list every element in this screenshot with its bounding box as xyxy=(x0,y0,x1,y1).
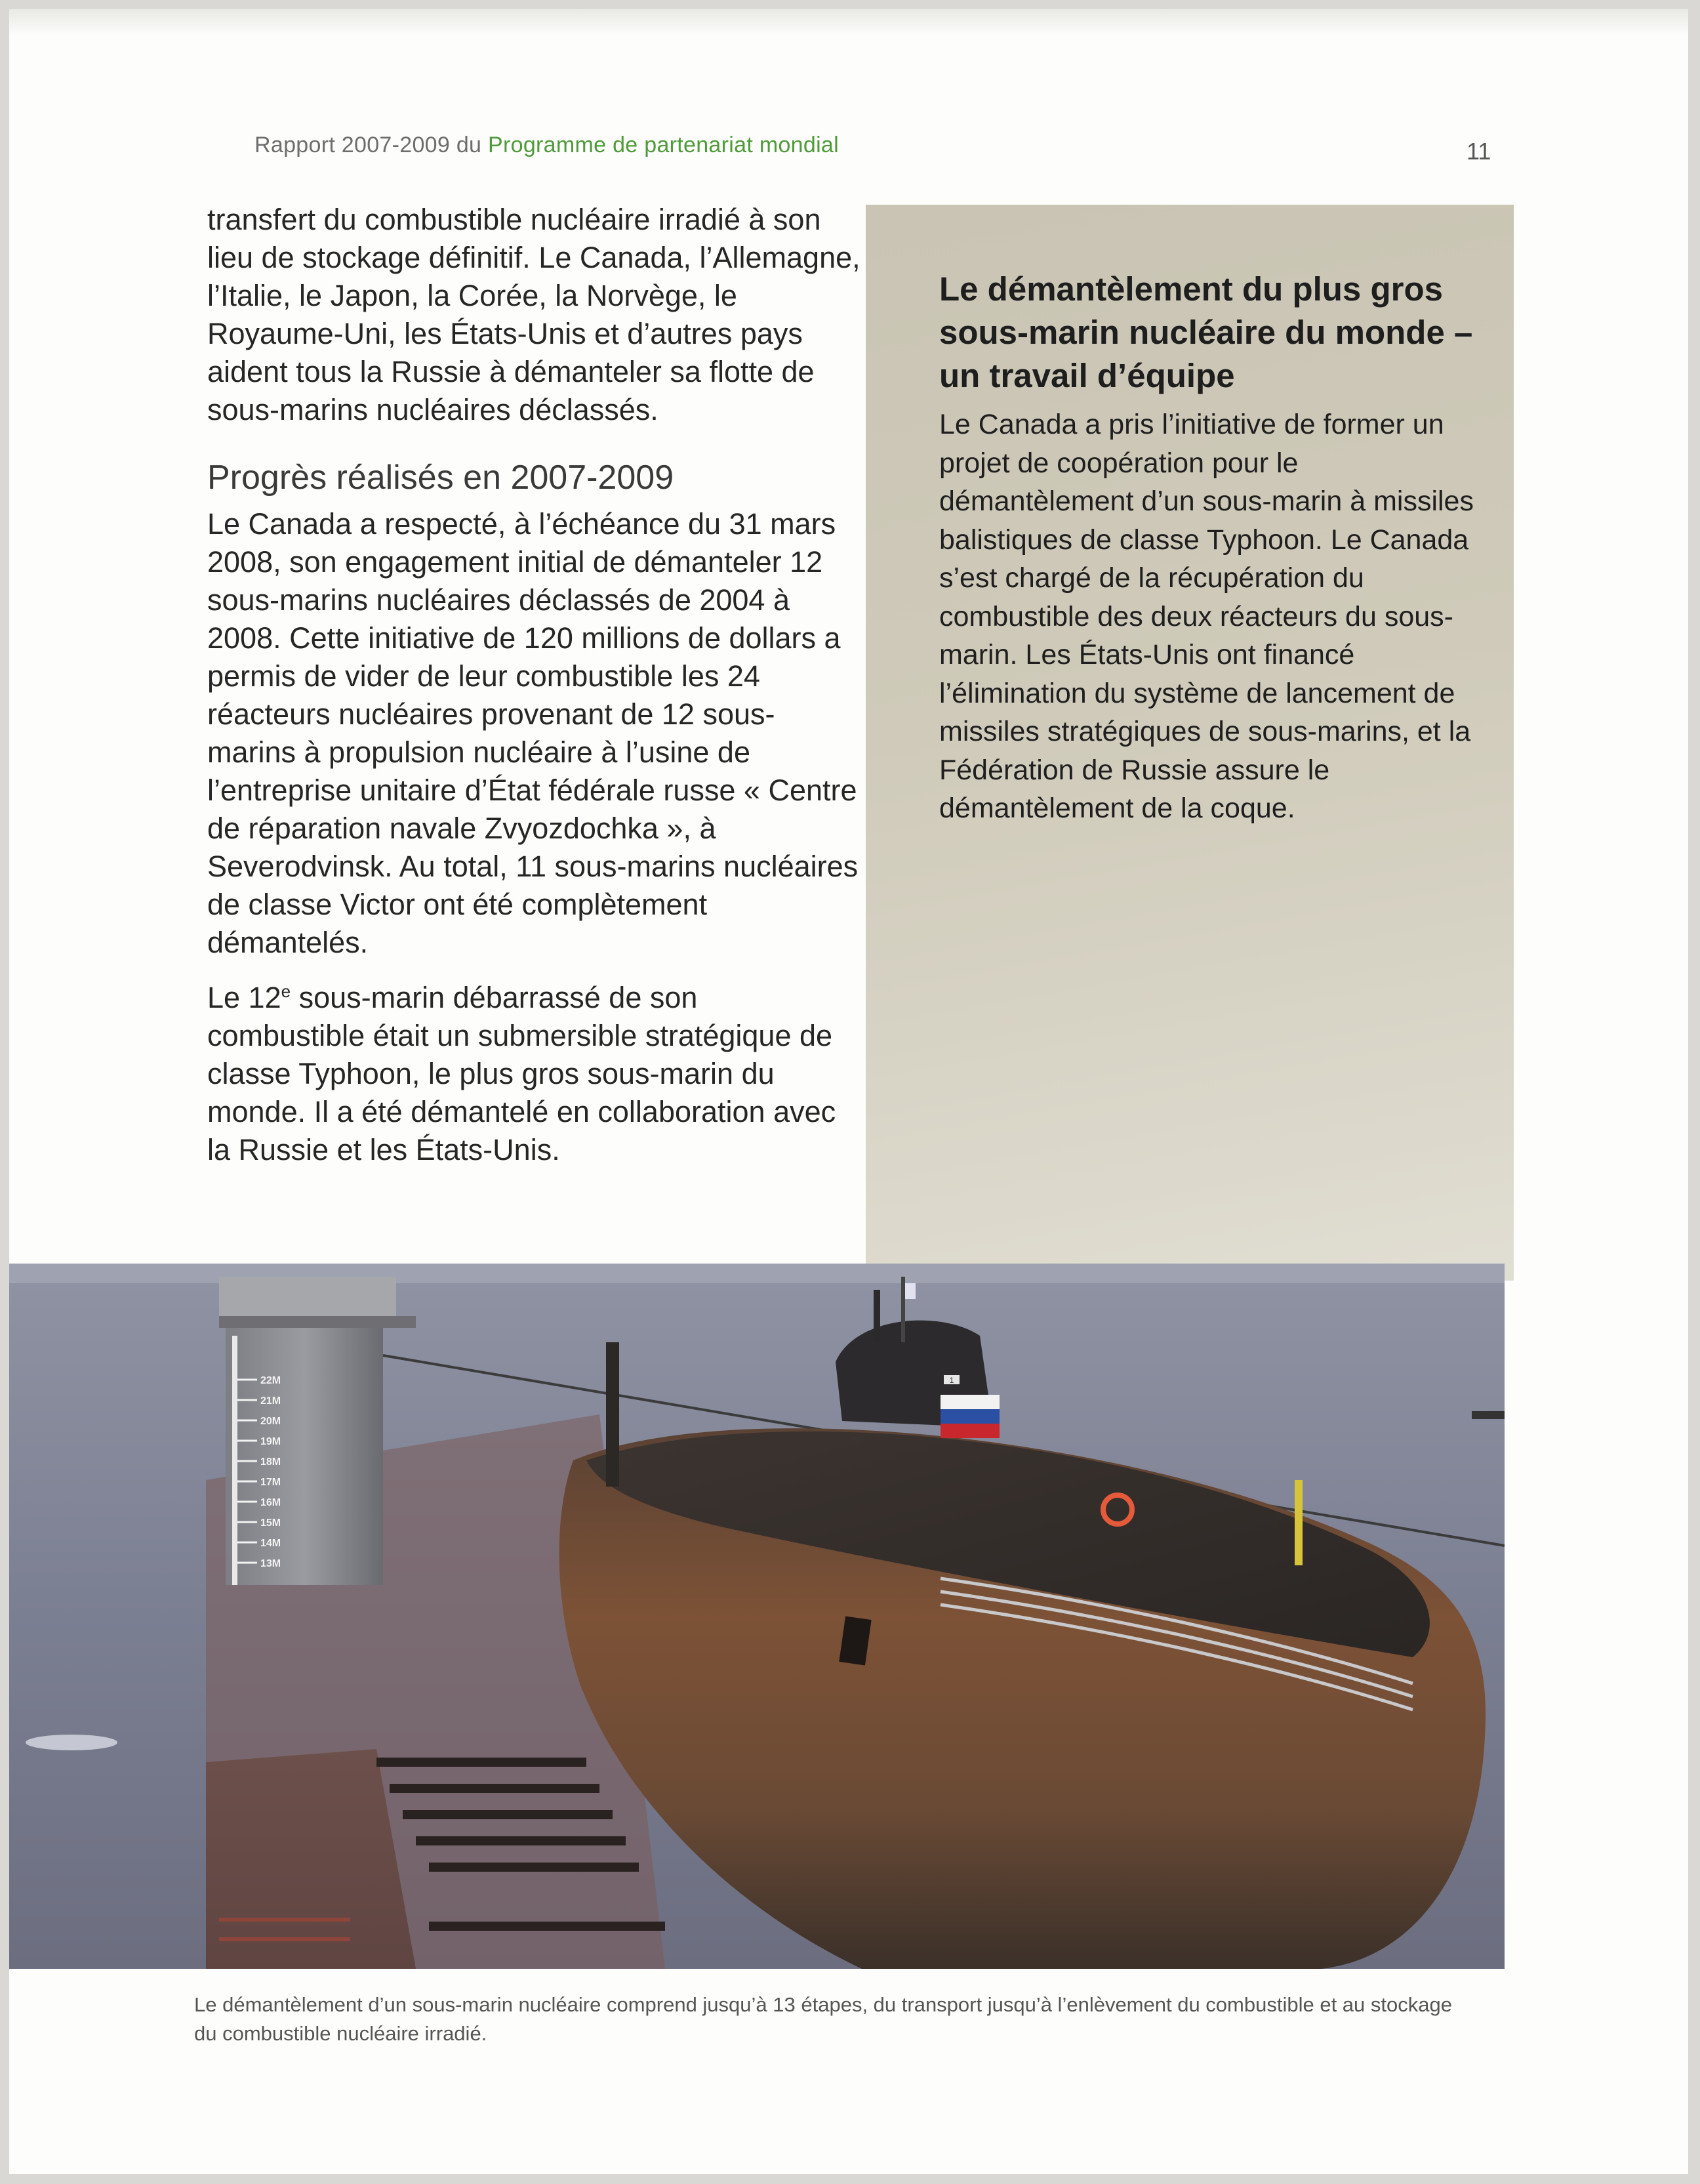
header-report-label: Rapport 2007-2009 du xyxy=(254,133,489,157)
depth-mark-label: 21M xyxy=(260,1395,281,1407)
submarine-photo xyxy=(9,1264,1505,1969)
ordinal-superscript: e xyxy=(281,981,291,1001)
typhoon-paragraph-start: Le 12 xyxy=(207,981,281,1014)
running-header xyxy=(254,133,839,158)
sidebar-title: Le démantèlement du plus gros sous-marin nucléaire du monde – un travail d’équipe xyxy=(939,270,1473,394)
sidebar-box xyxy=(866,205,1514,1281)
depth-mark-label: 15M xyxy=(260,1517,281,1529)
header-program-name: Programme de partenariat mondial xyxy=(488,133,839,157)
typhoon-paragraph xyxy=(207,979,863,1169)
depth-mark-label: 20M xyxy=(260,1416,281,1427)
page xyxy=(9,9,1688,2174)
main-text-column xyxy=(207,201,863,1169)
section-heading: Progrès réalisés en 2007-2009 xyxy=(207,459,674,497)
depth-mark-label: 17M xyxy=(260,1477,281,1488)
depth-mark-label: 19M xyxy=(260,1436,281,1447)
intro-paragraph: transfert du combustible nucléaire irradié à son lieu de stockage définitif. Le Canada, l’Allemagne, l’Italie, le Japon, la Corée, la Norvège, le Royaume-Uni, les États-Unis et d’autres pays aident tous la Russie à démanteler sa flotte de sous-marins nucléaires déclassés. xyxy=(207,203,860,426)
page-number: 11 xyxy=(1467,138,1491,165)
depth-mark-label: 18M xyxy=(260,1456,281,1468)
depth-mark-label: 13M xyxy=(260,1558,281,1569)
sidebar-body: Le Canada a pris l’initiative de former un projet de coopération pour le démantèlement d’un sous-marin à missiles balistiques de classe Typhoon. Le Canada s’est chargé de la récupération du combustible des deux réacteurs du sous-marin. Les États-Unis ont financé l’élimination du système de lancement de missiles stratégiques de sous-marins, et la Fédération de Russie assure le démantèlement de la coque. xyxy=(939,409,1474,824)
page-top-shade xyxy=(9,9,1688,35)
photo-caption: Le démantèlement d’un sous-marin nucléaire comprend jusqu’à 13 étapes, du transport jusqu’à l’enlèvement du combustible et au stockage du combustible nucléaire irradié. xyxy=(194,1993,1452,2045)
hull-number: 1 xyxy=(949,1376,954,1385)
depth-mark-label: 14M xyxy=(260,1538,281,1549)
typhoon-paragraph-rest: sous-marin débarrassé de son combustible était un submersible stratégique de classe Typhoon, le plus gros sous-marin du monde. Il a été démantelé en collaboration avec la Russie et les États-Unis. xyxy=(207,981,836,1166)
depth-mark-label: 16M xyxy=(260,1497,281,1508)
progress-paragraph: Le Canada a respecté, à l’échéance du 31 mars 2008, son engagement initial de démanteler 12 sous-marins nucléaires déclassés de 2004 à 2008. Cette initiative de 120 millions de dollars a permis de vider de leur combustible les 24 réacteurs nucléaires provenant de 12 sous-marins à propulsion nucléaire à l’usine de l’entreprise unitaire d’État fédérale russe « Centre de réparation navale Zvyozdochka », à Severodvinsk. Au total, 11 sous-marins nucléaires de classe Victor ont été complètement démantelés. xyxy=(207,507,859,959)
depth-mark-label: 22M xyxy=(260,1375,281,1386)
submarine-photo-illustration xyxy=(9,1264,1505,1969)
